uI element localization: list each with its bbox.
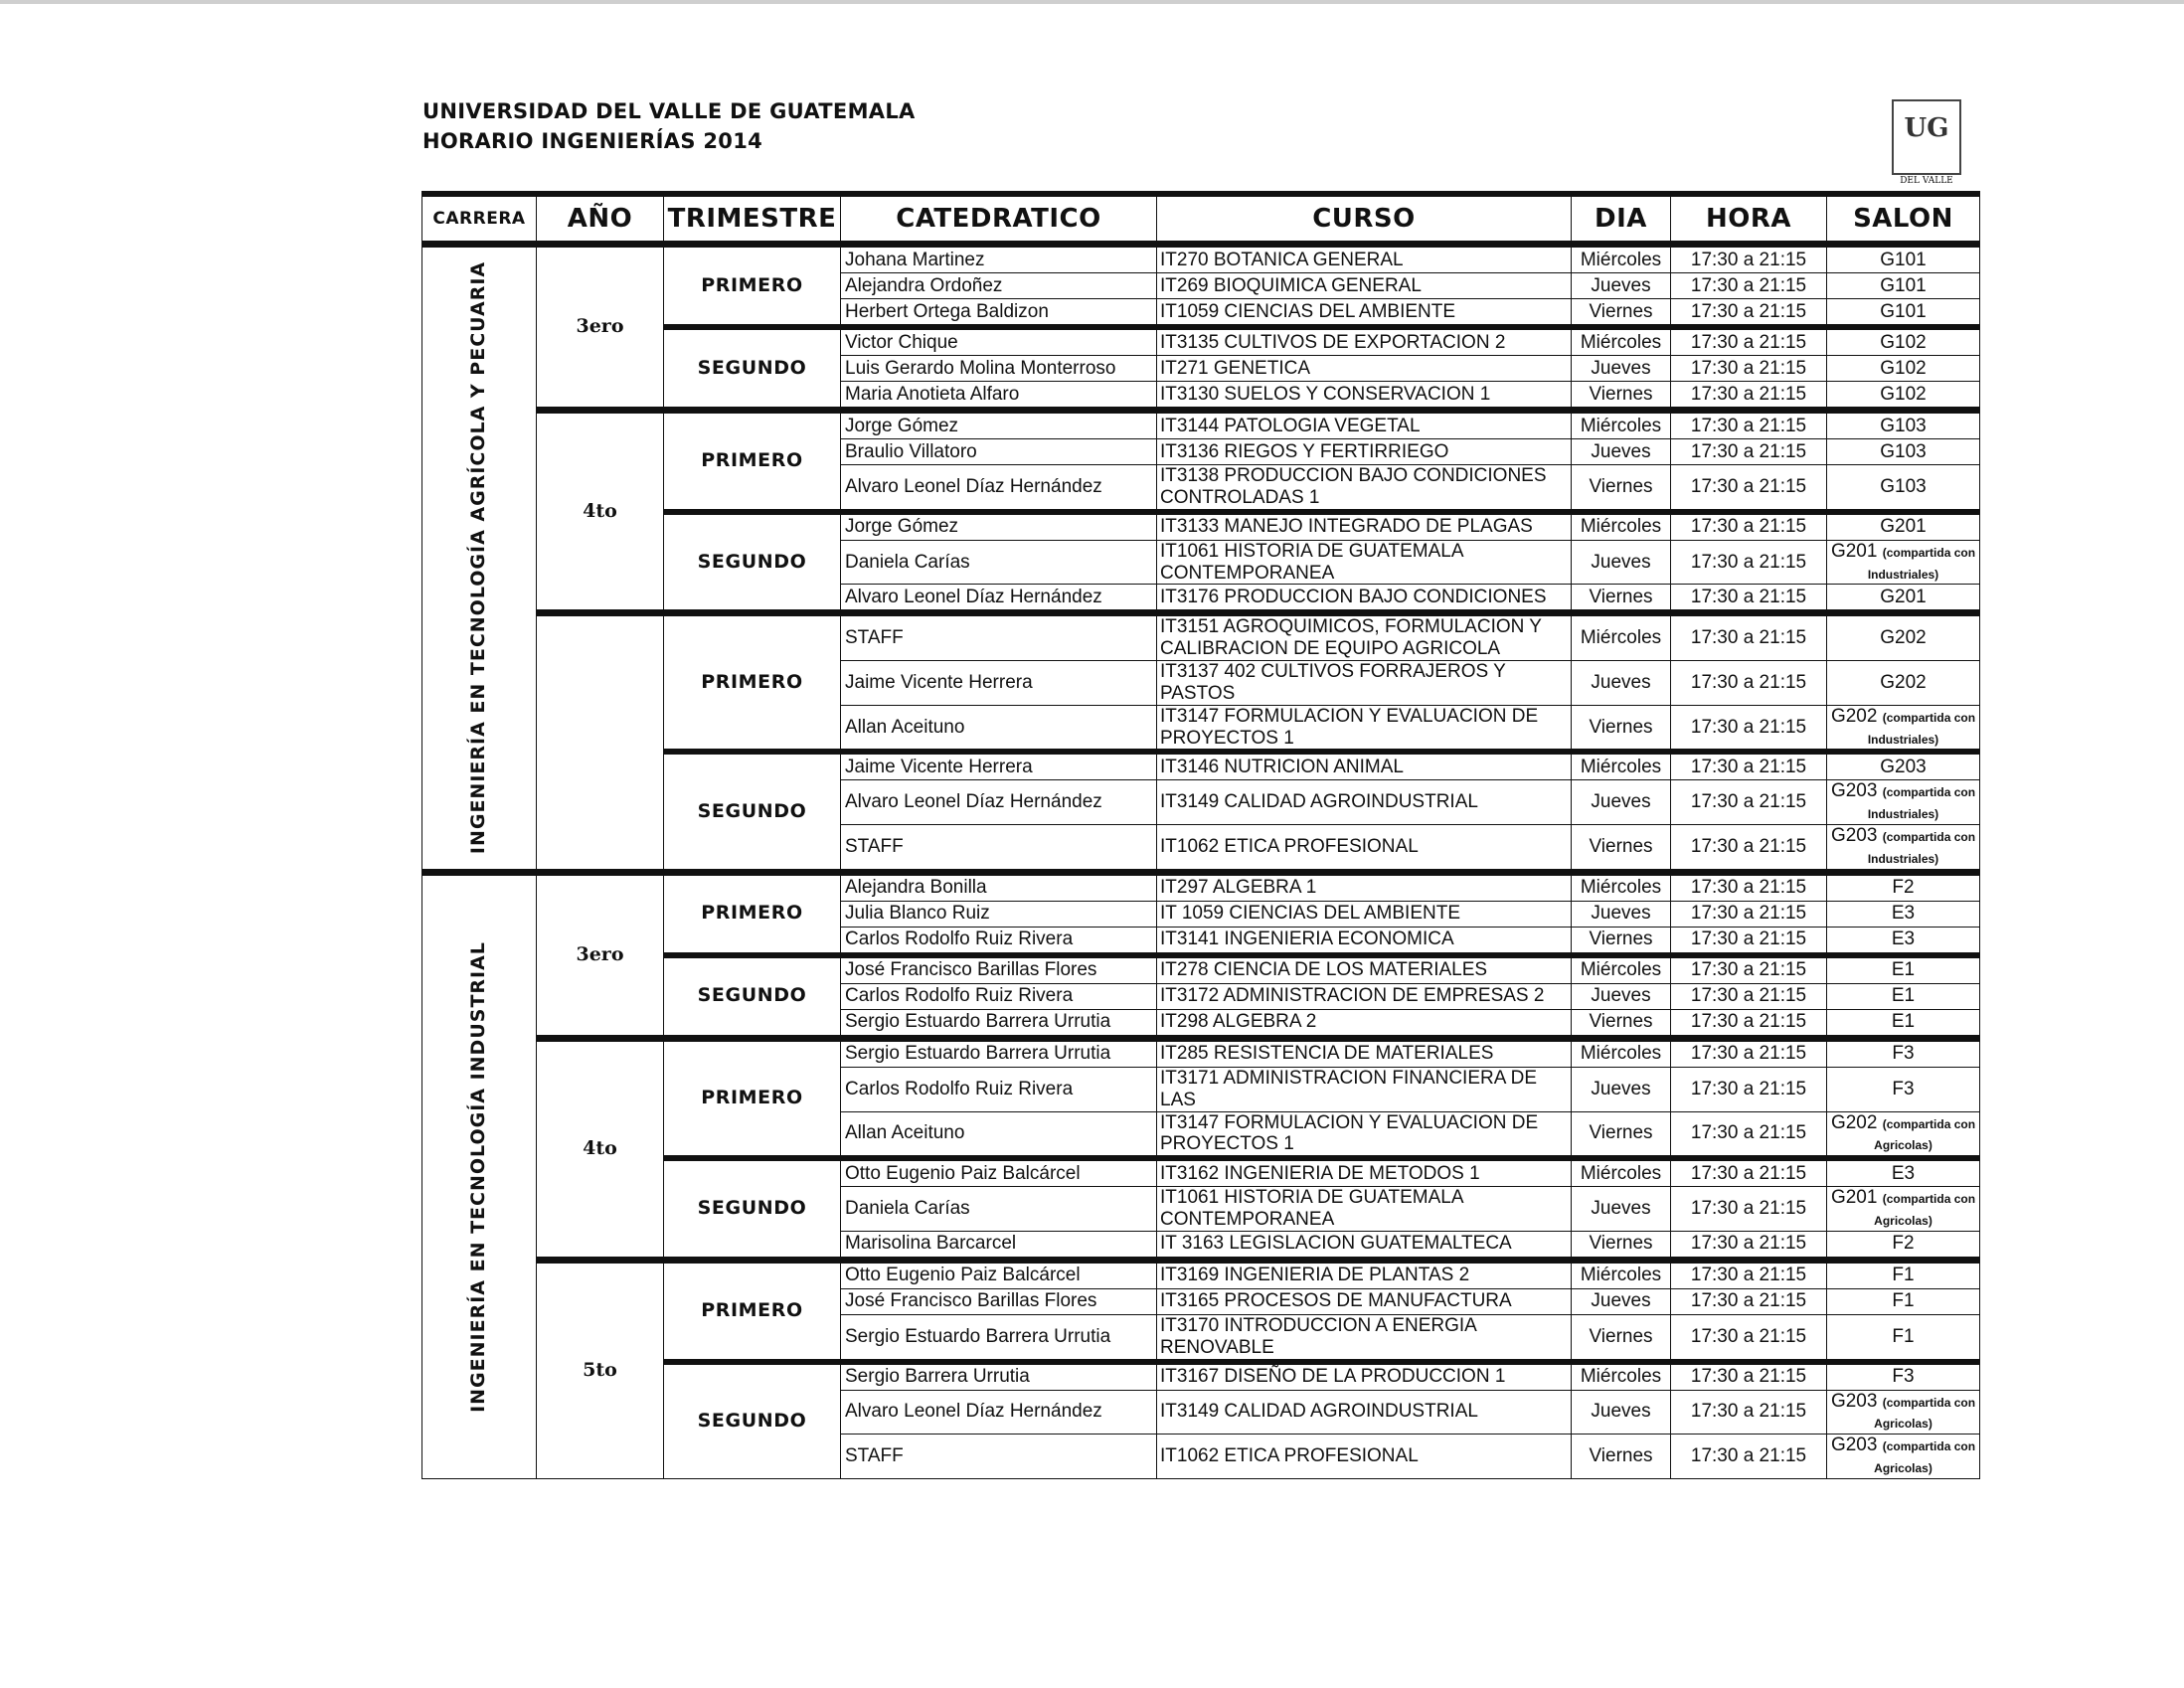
room-cell: [1827, 273, 1980, 299]
room-cell: [1827, 872, 1980, 901]
table-row: [422, 872, 1980, 901]
room-cell: [1827, 299, 1980, 328]
room-cell: [1827, 1187, 1980, 1232]
course-cell: IT3136 RIEGOS Y FERTIRRIEGO: [1157, 439, 1572, 465]
course-cell: IT3170 INTRODUCCION A ENERGIA RENOVABLE: [1157, 1314, 1572, 1361]
year-cell: [537, 613, 664, 872]
course-cell: IT1061 HISTORIA DE GUATEMALA CONTEMPORANEA: [1157, 540, 1572, 585]
room-cell: [1827, 1260, 1980, 1288]
professor-cell: Johana Martinez: [841, 245, 1157, 273]
room-cell: [1827, 439, 1980, 465]
course-cell: IT3144 PATOLOGIA VEGETAL: [1157, 411, 1572, 439]
room-cell: [1827, 512, 1980, 541]
day-cell: Jueves: [1572, 273, 1671, 299]
trimester-cell: SEGUNDO: [664, 955, 841, 1039]
room-note: (compartida con Agricolas): [1874, 1116, 1976, 1153]
career-cell: [422, 245, 537, 873]
course-cell: IT278 CIENCIA DE LOS MATERIALES: [1157, 955, 1572, 984]
course-cell: IT3165 PROCESOS DE MANUFACTURA: [1157, 1288, 1572, 1314]
room-code: G103: [1880, 475, 1927, 497]
time-cell: 17:30 a 21:15: [1671, 1111, 1827, 1158]
professor-cell: Victor Chique: [841, 327, 1157, 356]
course-cell: IT270 BOTANICA GENERAL: [1157, 245, 1572, 273]
table-row: [422, 613, 1980, 661]
room-cell: [1827, 1158, 1980, 1187]
time-cell: 17:30 a 21:15: [1671, 1260, 1827, 1288]
professor-cell: Luis Gerardo Molina Monterroso: [841, 356, 1157, 382]
room-note: (compartida con Industriales): [1867, 785, 1976, 822]
time-cell: 17:30 a 21:15: [1671, 411, 1827, 439]
course-cell: IT1059 CIENCIAS DEL AMBIENTE: [1157, 299, 1572, 328]
logo-emblem: UG: [1904, 113, 1949, 143]
course-cell: IT3137 402 CULTIVOS FORRAJEROS Y PASTOS: [1157, 661, 1572, 706]
table-header-row: [422, 194, 1980, 245]
schedule-title: HORARIO INGENIERÍAS 2014: [422, 129, 763, 153]
day-cell: Viernes: [1572, 1314, 1671, 1361]
day-cell: Viernes: [1572, 1111, 1671, 1158]
room-code: F1: [1892, 1325, 1915, 1347]
trimester-cell: SEGUNDO: [664, 512, 841, 613]
course-cell: IT298 ALGEBRA 2: [1157, 1009, 1572, 1038]
room-code: G201: [1830, 1187, 1878, 1209]
room-code: F3: [1892, 1078, 1915, 1099]
room-cell: [1827, 411, 1980, 439]
professor-cell: Herbert Ortega Baldizon: [841, 299, 1157, 328]
career-cell: [422, 872, 537, 1478]
day-cell: Jueves: [1572, 780, 1671, 825]
col-header-salon: SALON: [1827, 194, 1980, 245]
course-cell: IT3151 AGROQUIMICOS, FORMULACION Y CALIBRACION DE EQUIPO AGRICOLA: [1157, 613, 1572, 661]
room-code: F3: [1892, 1043, 1915, 1065]
room-code: G103: [1880, 415, 1927, 436]
room-cell: [1827, 465, 1980, 512]
day-cell: Miércoles: [1572, 512, 1671, 541]
time-cell: 17:30 a 21:15: [1671, 955, 1827, 984]
professor-cell: Alejandra Bonilla: [841, 872, 1157, 901]
time-cell: 17:30 a 21:15: [1671, 273, 1827, 299]
room-note: (compartida con Industriales): [1867, 710, 1976, 747]
room-note: (compartida con Agricolas): [1874, 1395, 1976, 1432]
room-code: G101: [1880, 249, 1927, 270]
room-cell: [1827, 327, 1980, 356]
time-cell: 17:30 a 21:15: [1671, 1435, 1827, 1479]
course-cell: IT3149 CALIDAD AGROINDUSTRIAL: [1157, 780, 1572, 825]
room-code: G201: [1880, 516, 1927, 538]
time-cell: 17:30 a 21:15: [1671, 540, 1827, 585]
room-code: G203: [1830, 825, 1878, 847]
room-code: G102: [1880, 383, 1927, 405]
course-cell: IT3167 DISEÑO DE LA PRODUCCION 1: [1157, 1362, 1572, 1391]
course-cell: IT3147 FORMULACION Y EVALUACION DE PROYECTOS 1: [1157, 1111, 1572, 1158]
professor-cell: Sergio Barrera Urrutia: [841, 1362, 1157, 1391]
day-cell: Miércoles: [1572, 872, 1671, 901]
professor-cell: Alvaro Leonel Díaz Hernández: [841, 780, 1157, 825]
day-cell: Viernes: [1572, 585, 1671, 613]
room-code: G203: [1830, 780, 1878, 802]
professor-cell: STAFF: [841, 613, 1157, 661]
room-cell: [1827, 382, 1980, 411]
day-cell: Miércoles: [1572, 1362, 1671, 1391]
room-cell: [1827, 1314, 1980, 1361]
time-cell: 17:30 a 21:15: [1671, 1158, 1827, 1187]
course-cell: IT3138 PRODUCCION BAJO CONDICIONES CONTROLADAS 1: [1157, 465, 1572, 512]
university-title: UNIVERSIDAD DEL VALLE DE GUATEMALA: [422, 99, 916, 123]
professor-cell: Otto Eugenio Paiz Balcárcel: [841, 1158, 1157, 1187]
schedule-body: [422, 245, 1980, 1479]
col-header-carrera: CARRERA: [422, 194, 537, 245]
room-cell: [1827, 955, 1980, 984]
professor-cell: Braulio Villatoro: [841, 439, 1157, 465]
professor-cell: Allan Aceituno: [841, 1111, 1157, 1158]
professor-cell: Alvaro Leonel Díaz Hernández: [841, 465, 1157, 512]
time-cell: 17:30 a 21:15: [1671, 780, 1827, 825]
time-cell: 17:30 a 21:15: [1671, 927, 1827, 955]
trimester-cell: PRIMERO: [664, 411, 841, 512]
time-cell: 17:30 a 21:15: [1671, 705, 1827, 752]
day-cell: Viernes: [1572, 927, 1671, 955]
day-cell: Miércoles: [1572, 245, 1671, 273]
room-cell: [1827, 825, 1980, 873]
time-cell: 17:30 a 21:15: [1671, 327, 1827, 356]
room-cell: [1827, 983, 1980, 1009]
table-row: [422, 1260, 1980, 1288]
time-cell: 17:30 a 21:15: [1671, 1187, 1827, 1232]
room-code: F3: [1892, 1366, 1915, 1388]
professor-cell: Allan Aceituno: [841, 705, 1157, 752]
day-cell: Viernes: [1572, 1009, 1671, 1038]
room-code: F2: [1892, 877, 1915, 899]
time-cell: 17:30 a 21:15: [1671, 872, 1827, 901]
course-cell: IT3146 NUTRICION ANIMAL: [1157, 752, 1572, 780]
professor-cell: Marisolina Barcarcel: [841, 1231, 1157, 1260]
day-cell: Jueves: [1572, 1288, 1671, 1314]
course-cell: IT297 ALGEBRA 1: [1157, 872, 1572, 901]
professor-cell: José Francisco Barillas Flores: [841, 1288, 1157, 1314]
room-code: E1: [1891, 1011, 1916, 1033]
professor-cell: Jorge Gómez: [841, 411, 1157, 439]
time-cell: 17:30 a 21:15: [1671, 1288, 1827, 1314]
time-cell: 17:30 a 21:15: [1671, 1390, 1827, 1435]
course-cell: IT3147 FORMULACION Y EVALUACION DE PROYECTOS 1: [1157, 705, 1572, 752]
col-header-anio: AÑO: [537, 194, 664, 245]
trimester-cell: SEGUNDO: [664, 752, 841, 872]
room-cell: [1827, 1067, 1980, 1111]
trimester-cell: SEGUNDO: [664, 1362, 841, 1479]
time-cell: 17:30 a 21:15: [1671, 1038, 1827, 1067]
time-cell: 17:30 a 21:15: [1671, 439, 1827, 465]
career-label: INGENIERÍA EN TECNOLOGÍA AGRÍCOLA Y PECUARIA: [467, 261, 490, 855]
professor-cell: Alvaro Leonel Díaz Hernández: [841, 1390, 1157, 1435]
course-cell: IT269 BIOQUIMICA GENERAL: [1157, 273, 1572, 299]
room-code: G101: [1880, 274, 1927, 296]
room-cell: [1827, 613, 1980, 661]
day-cell: Miércoles: [1572, 1260, 1671, 1288]
room-code: G203: [1830, 1390, 1878, 1412]
day-cell: Jueves: [1572, 540, 1671, 585]
room-code: E1: [1891, 959, 1916, 981]
room-code: G102: [1880, 357, 1927, 379]
room-code: G202: [1830, 705, 1878, 727]
day-cell: Miércoles: [1572, 752, 1671, 780]
day-cell: Viernes: [1572, 382, 1671, 411]
professor-cell: Jaime Vicente Herrera: [841, 752, 1157, 780]
time-cell: 17:30 a 21:15: [1671, 901, 1827, 927]
room-code: E3: [1891, 903, 1916, 925]
time-cell: 17:30 a 21:15: [1671, 661, 1827, 706]
room-note: (compartida con Agricolas): [1874, 1439, 1976, 1476]
course-cell: IT3130 SUELOS Y CONSERVACION 1: [1157, 382, 1572, 411]
col-header-hora: HORA: [1671, 194, 1827, 245]
university-logo: [1892, 99, 1961, 186]
day-cell: Miércoles: [1572, 1158, 1671, 1187]
day-cell: Jueves: [1572, 439, 1671, 465]
course-cell: IT3133 MANEJO INTEGRADO DE PLAGAS: [1157, 512, 1572, 541]
day-cell: Miércoles: [1572, 1038, 1671, 1067]
room-code: G202: [1880, 627, 1927, 649]
course-cell: IT 1059 CIENCIAS DEL AMBIENTE: [1157, 901, 1572, 927]
professor-cell: STAFF: [841, 1435, 1157, 1479]
trimester-cell: PRIMERO: [664, 245, 841, 328]
time-cell: 17:30 a 21:15: [1671, 1362, 1827, 1391]
day-cell: Jueves: [1572, 356, 1671, 382]
room-note: (compartida con Industriales): [1867, 545, 1976, 582]
career-label: INGENIERÍA EN TECNOLOGÍA INDUSTRIAL: [467, 940, 490, 1413]
course-cell: IT3176 PRODUCCION BAJO CONDICIONES: [1157, 585, 1572, 613]
day-cell: Jueves: [1572, 1390, 1671, 1435]
room-code: E3: [1891, 1162, 1916, 1184]
course-cell: IT3149 CALIDAD AGROINDUSTRIAL: [1157, 1390, 1572, 1435]
time-cell: 17:30 a 21:15: [1671, 382, 1827, 411]
course-cell: IT1062 ETICA PROFESIONAL: [1157, 825, 1572, 873]
time-cell: 17:30 a 21:15: [1671, 356, 1827, 382]
course-cell: IT285 RESISTENCIA DE MATERIALES: [1157, 1038, 1572, 1067]
room-cell: [1827, 585, 1980, 613]
course-cell: IT3135 CULTIVOS DE EXPORTACION 2: [1157, 327, 1572, 356]
course-cell: IT1062 ETICA PROFESIONAL: [1157, 1435, 1572, 1479]
day-cell: Jueves: [1572, 901, 1671, 927]
professor-cell: Carlos Rodolfo Ruiz Rivera: [841, 1067, 1157, 1111]
day-cell: Viernes: [1572, 705, 1671, 752]
year-cell: 4to: [537, 1038, 664, 1260]
time-cell: 17:30 a 21:15: [1671, 512, 1827, 541]
professor-cell: Alejandra Ordoñez: [841, 273, 1157, 299]
day-cell: Viernes: [1572, 1435, 1671, 1479]
professor-cell: Otto Eugenio Paiz Balcárcel: [841, 1260, 1157, 1288]
room-code: E1: [1891, 985, 1916, 1007]
day-cell: Viernes: [1572, 465, 1671, 512]
schedule-table: [421, 191, 1980, 1479]
day-cell: Viernes: [1572, 1231, 1671, 1260]
room-cell: [1827, 752, 1980, 780]
time-cell: 17:30 a 21:15: [1671, 1067, 1827, 1111]
day-cell: Miércoles: [1572, 955, 1671, 984]
professor-cell: Sergio Estuardo Barrera Urrutia: [841, 1038, 1157, 1067]
trimester-cell: PRIMERO: [664, 1038, 841, 1158]
room-cell: [1827, 901, 1980, 927]
course-cell: IT3172 ADMINISTRACION DE EMPRESAS 2: [1157, 983, 1572, 1009]
time-cell: 17:30 a 21:15: [1671, 1314, 1827, 1361]
day-cell: Miércoles: [1572, 411, 1671, 439]
time-cell: 17:30 a 21:15: [1671, 825, 1827, 873]
col-header-dia: DIA: [1572, 194, 1671, 245]
professor-cell: Jorge Gómez: [841, 512, 1157, 541]
room-cell: [1827, 705, 1980, 752]
col-header-catedratico: CATEDRATICO: [841, 194, 1157, 245]
room-cell: [1827, 1390, 1980, 1435]
room-cell: [1827, 1288, 1980, 1314]
day-cell: Jueves: [1572, 1187, 1671, 1232]
table-row: [422, 411, 1980, 439]
room-code: G203: [1880, 757, 1927, 778]
trimester-cell: PRIMERO: [664, 1260, 841, 1361]
time-cell: 17:30 a 21:15: [1671, 752, 1827, 780]
room-cell: [1827, 1435, 1980, 1479]
trimester-cell: PRIMERO: [664, 613, 841, 753]
trimester-cell: PRIMERO: [664, 872, 841, 955]
table-row: [422, 1038, 1980, 1067]
professor-cell: Jaime Vicente Herrera: [841, 661, 1157, 706]
room-code: G102: [1880, 331, 1927, 353]
room-code: G201: [1830, 540, 1878, 562]
day-cell: Viernes: [1572, 299, 1671, 328]
room-cell: [1827, 1231, 1980, 1260]
year-cell: 4to: [537, 411, 664, 613]
col-header-trimestre: TRIMESTRE: [664, 194, 841, 245]
professor-cell: Carlos Rodolfo Ruiz Rivera: [841, 983, 1157, 1009]
day-cell: Jueves: [1572, 1067, 1671, 1111]
trimester-cell: SEGUNDO: [664, 1158, 841, 1260]
professor-cell: Alvaro Leonel Díaz Hernández: [841, 585, 1157, 613]
room-cell: [1827, 1362, 1980, 1391]
room-code: G103: [1880, 440, 1927, 462]
professor-cell: Julia Blanco Ruiz: [841, 901, 1157, 927]
course-cell: IT1061 HISTORIA DE GUATEMALA CONTEMPORANEA: [1157, 1187, 1572, 1232]
professor-cell: Maria Anotieta Alfaro: [841, 382, 1157, 411]
room-cell: [1827, 245, 1980, 273]
course-cell: IT3141 INGENIERIA ECONOMICA: [1157, 927, 1572, 955]
professor-cell: Sergio Estuardo Barrera Urrutia: [841, 1009, 1157, 1038]
logo-caption: DEL VALLE: [1900, 176, 1953, 186]
room-cell: [1827, 661, 1980, 706]
room-code: E3: [1891, 928, 1916, 950]
time-cell: 17:30 a 21:15: [1671, 465, 1827, 512]
table-row: [422, 245, 1980, 273]
professor-cell: STAFF: [841, 825, 1157, 873]
scan-top-edge: [0, 0, 2184, 4]
room-code: G203: [1830, 1435, 1878, 1456]
room-cell: [1827, 1111, 1980, 1158]
room-code: G201: [1880, 586, 1927, 607]
room-cell: [1827, 356, 1980, 382]
room-code: G202: [1830, 1111, 1878, 1133]
room-note: (compartida con Industriales): [1867, 830, 1976, 866]
room-code: G101: [1880, 300, 1927, 322]
time-cell: 17:30 a 21:15: [1671, 299, 1827, 328]
col-header-curso: CURSO: [1157, 194, 1572, 245]
day-cell: Jueves: [1572, 661, 1671, 706]
room-cell: [1827, 1009, 1980, 1038]
trimester-cell: SEGUNDO: [664, 327, 841, 411]
room-cell: [1827, 780, 1980, 825]
course-cell: IT271 GENETICA: [1157, 356, 1572, 382]
course-cell: IT3171 ADMINISTRACION FINANCIERA DE LAS: [1157, 1067, 1572, 1111]
course-cell: IT 3163 LEGISLACION GUATEMALTECA: [1157, 1231, 1572, 1260]
day-cell: Jueves: [1572, 983, 1671, 1009]
course-cell: IT3162 INGENIERIA DE METODOS 1: [1157, 1158, 1572, 1187]
professor-cell: Sergio Estuardo Barrera Urrutia: [841, 1314, 1157, 1361]
room-code: F1: [1892, 1265, 1915, 1286]
professor-cell: Daniela Carías: [841, 540, 1157, 585]
time-cell: 17:30 a 21:15: [1671, 1009, 1827, 1038]
room-code: F2: [1892, 1233, 1915, 1255]
professor-cell: Carlos Rodolfo Ruiz Rivera: [841, 927, 1157, 955]
course-cell: IT3169 INGENIERIA DE PLANTAS 2: [1157, 1260, 1572, 1288]
day-cell: Miércoles: [1572, 327, 1671, 356]
time-cell: 17:30 a 21:15: [1671, 585, 1827, 613]
time-cell: 17:30 a 21:15: [1671, 983, 1827, 1009]
room-note: (compartida con Agricolas): [1874, 1192, 1976, 1229]
room-code: F1: [1892, 1290, 1915, 1312]
room-cell: [1827, 1038, 1980, 1067]
professor-cell: Daniela Carías: [841, 1187, 1157, 1232]
day-cell: Miércoles: [1572, 613, 1671, 661]
time-cell: 17:30 a 21:15: [1671, 245, 1827, 273]
room-code: G202: [1880, 671, 1927, 693]
room-cell: [1827, 540, 1980, 585]
day-cell: Viernes: [1572, 825, 1671, 873]
room-cell: [1827, 927, 1980, 955]
year-cell: 3ero: [537, 872, 664, 1038]
time-cell: 17:30 a 21:15: [1671, 613, 1827, 661]
year-cell: 5to: [537, 1260, 664, 1478]
professor-cell: José Francisco Barillas Flores: [841, 955, 1157, 984]
time-cell: 17:30 a 21:15: [1671, 1231, 1827, 1260]
year-cell: 3ero: [537, 245, 664, 411]
